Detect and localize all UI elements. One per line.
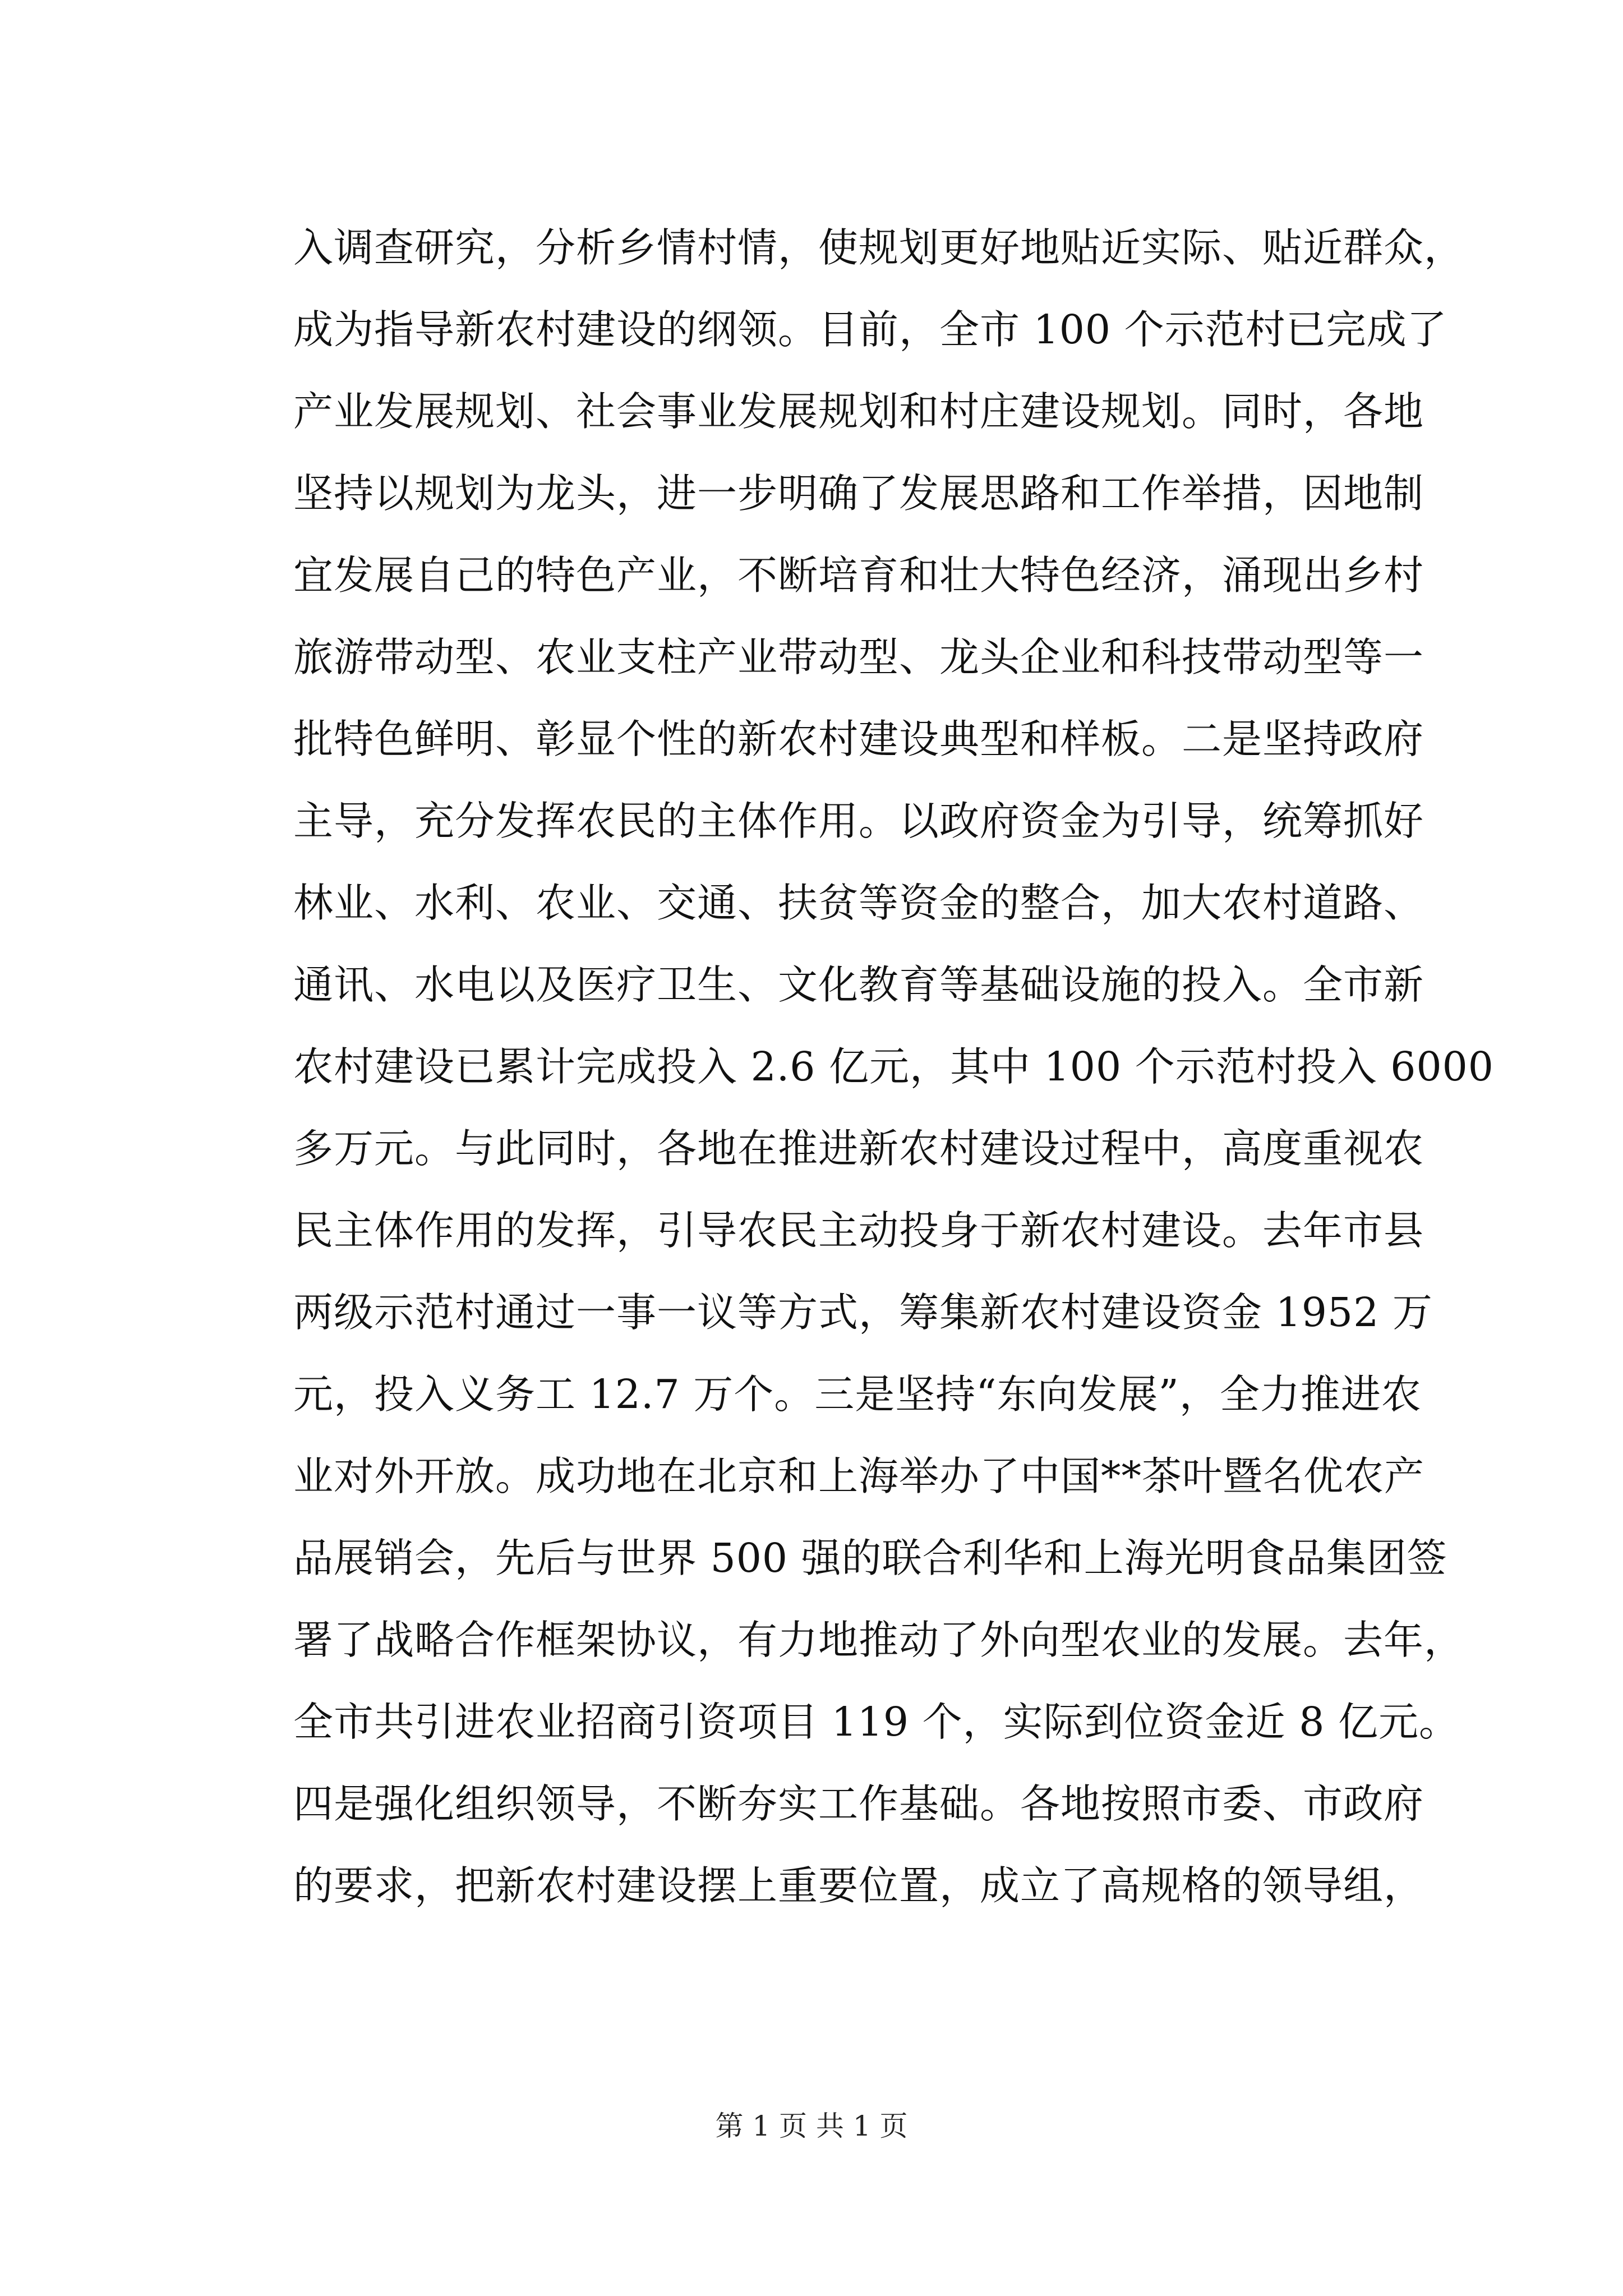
text-line: 入调查研究，分析乡情村情，使规划更好地贴近实际、贴近群众， bbox=[293, 224, 1465, 271]
page-footer: 第 1 页 共 1 页 bbox=[715, 2110, 908, 2142]
text-line: 四是强化组织领导，不断夯实工作基础。各地按照市委、市政府 bbox=[293, 1780, 1424, 1827]
text-line: 成为指导新农村建设的纲领。目前，全市 100 个示范村已完成了 bbox=[293, 306, 1447, 353]
text-line: 署了战略合作框架协议，有力地推动了外向型农业的发展。去年， bbox=[293, 1617, 1465, 1663]
text-line: 宜发展自己的特色产业，不断培育和壮大特色经济，涌现出乡村 bbox=[293, 552, 1424, 599]
text-line: 主导，充分发挥农民的主体作用。以政府资金为引导，统筹抓好 bbox=[293, 798, 1424, 844]
text-line: 民主体作用的发挥，引导农民主动投身于新农村建设。去年市县 bbox=[293, 1207, 1424, 1254]
text-line: 元，投入义务工 12.7 万个。三是坚持“东向发展”，全力推进农 bbox=[293, 1371, 1422, 1418]
text-line: 业对外开放。成功地在北京和上海举办了中国**茶叶暨名优农产 bbox=[293, 1453, 1425, 1499]
text-line: 坚持以规划为龙头，进一步明确了发展思路和工作举措，因地制 bbox=[293, 470, 1424, 517]
text-line: 旅游带动型、农业支柱产业带动型、龙头企业和科技带动型等一 bbox=[293, 634, 1424, 680]
text-line: 农村建设已累计完成投入 2.6 亿元，其中 100 个示范村投入 6000 bbox=[293, 1043, 1494, 1090]
text-line: 通讯、水电以及医疗卫生、文化教育等基础设施的投入。全市新 bbox=[293, 961, 1424, 1008]
text-line: 品展销会，先后与世界 500 强的联合利华和上海光明食品集团签 bbox=[293, 1535, 1447, 1581]
text-line: 批特色鲜明、彰显个性的新农村建设典型和样板。二是坚持政府 bbox=[293, 716, 1424, 762]
text-line: 的要求，把新农村建设摆上重要位置，成立了高规格的领导组， bbox=[293, 1862, 1424, 1909]
text-line: 多万元。与此同时，各地在推进新农村建设过程中，高度重视农 bbox=[293, 1125, 1424, 1172]
text-line: 产业发展规划、社会事业发展规划和村庄建设规划。同时，各地 bbox=[293, 388, 1424, 435]
text-line: 林业、水利、农业、交通、扶贫等资金的整合，加大农村道路、 bbox=[293, 880, 1424, 926]
text-line: 全市共引进农业招商引资项目 119 个，实际到位资金近 8 亿元。 bbox=[293, 1699, 1459, 1745]
text-line: 两级示范村通过一事一议等方式，筹集新农村建设资金 1952 万 bbox=[293, 1289, 1433, 1336]
